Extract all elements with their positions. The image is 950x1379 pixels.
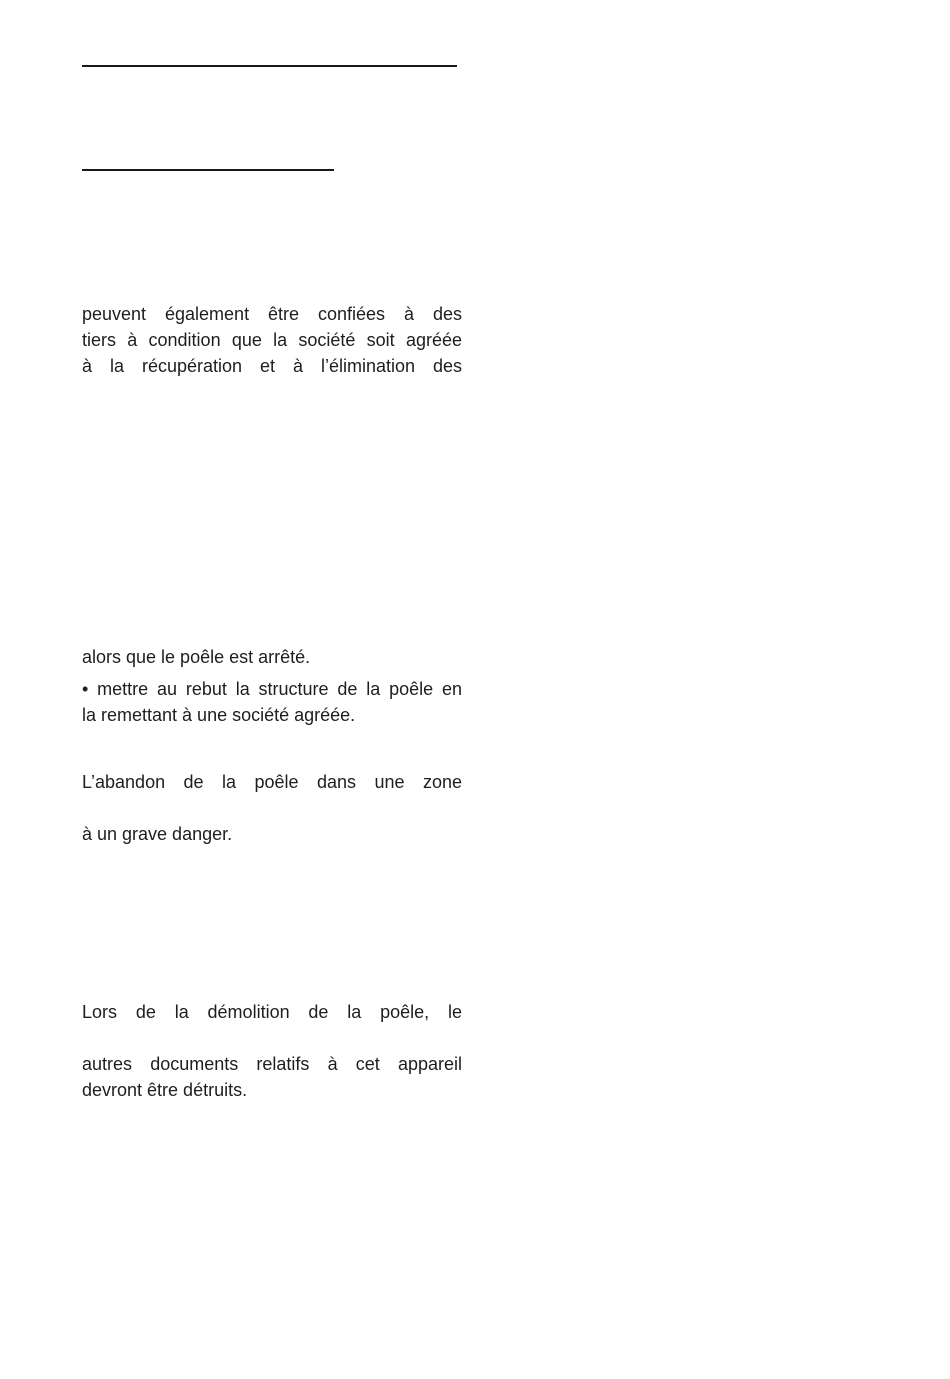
text-line: la remettant à une société agréée. bbox=[82, 705, 356, 725]
text-line: L’abandon de la poêle dans une zone bbox=[82, 772, 462, 792]
text-line: à un grave danger. bbox=[82, 824, 233, 844]
bullet-item: • mettre au rebut la structure de la poêle en bbox=[82, 679, 462, 699]
text-line: tiers à condition que la société soit agréée bbox=[82, 330, 462, 350]
text-line: alors que le poêle est arrêté. bbox=[82, 647, 311, 667]
heading-rule-1 bbox=[82, 65, 457, 67]
text-line: devront être détruits. bbox=[82, 1080, 248, 1100]
text-line: à la récupération et à l’élimination des bbox=[82, 356, 462, 376]
text-line: Lors de la démolition de la poêle, le bbox=[82, 1002, 462, 1022]
text-line: autres documents relatifs à cet appareil bbox=[82, 1054, 462, 1074]
heading-rule-2 bbox=[82, 169, 334, 171]
text-line: peuvent également être confiées à des bbox=[82, 304, 462, 324]
